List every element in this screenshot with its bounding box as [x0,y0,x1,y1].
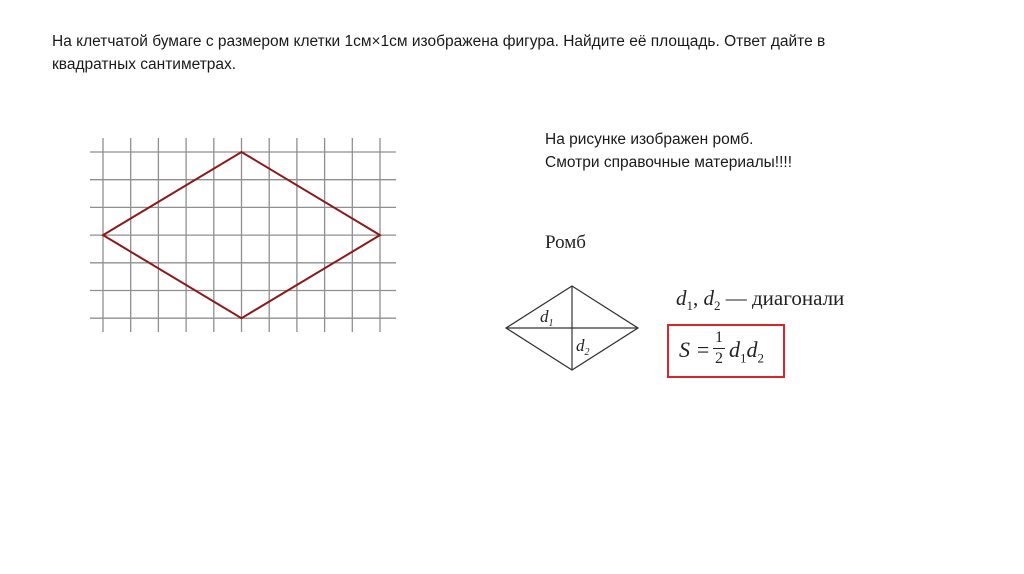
formula-diagonals: $d_1d_2$ [729,337,764,366]
reference-title: Ромб [545,232,586,253]
hint-line-2: Смотри справочные материалы!!!! [545,154,793,171]
task-statement [52,30,952,76]
task-line-1: На клетчатой бумаге с размером клетки 1см×1см изображена фигура. Найдите её площадь. Ответ дайте в [52,33,826,50]
formula-fraction [713,329,725,368]
hint-note [545,128,792,174]
grid-figure [80,130,410,340]
task-line-2: квадратных сантиметрах. [52,56,237,73]
d1-subscript: 1 [548,318,554,329]
area-formula-box [667,324,785,378]
formula-s: S = [679,337,711,362]
fraction-denominator: 2 [715,350,723,367]
grid-lines [90,138,396,332]
d2-subscript: 2 [584,347,590,358]
d1-label: d [540,307,549,326]
svg-text:d2 [576,336,590,358]
fraction-numerator: 1 [715,329,723,346]
hint-line-1: На рисунке изображен ромб. [545,131,754,148]
d2-label: d [576,336,585,355]
svg-text:d1 [540,307,554,329]
diagonals-word: — диагонали [725,286,845,310]
reference-rhombus [500,280,640,380]
diagonals-caption: $d_1$, $d_2$ — диагонали [676,286,845,314]
